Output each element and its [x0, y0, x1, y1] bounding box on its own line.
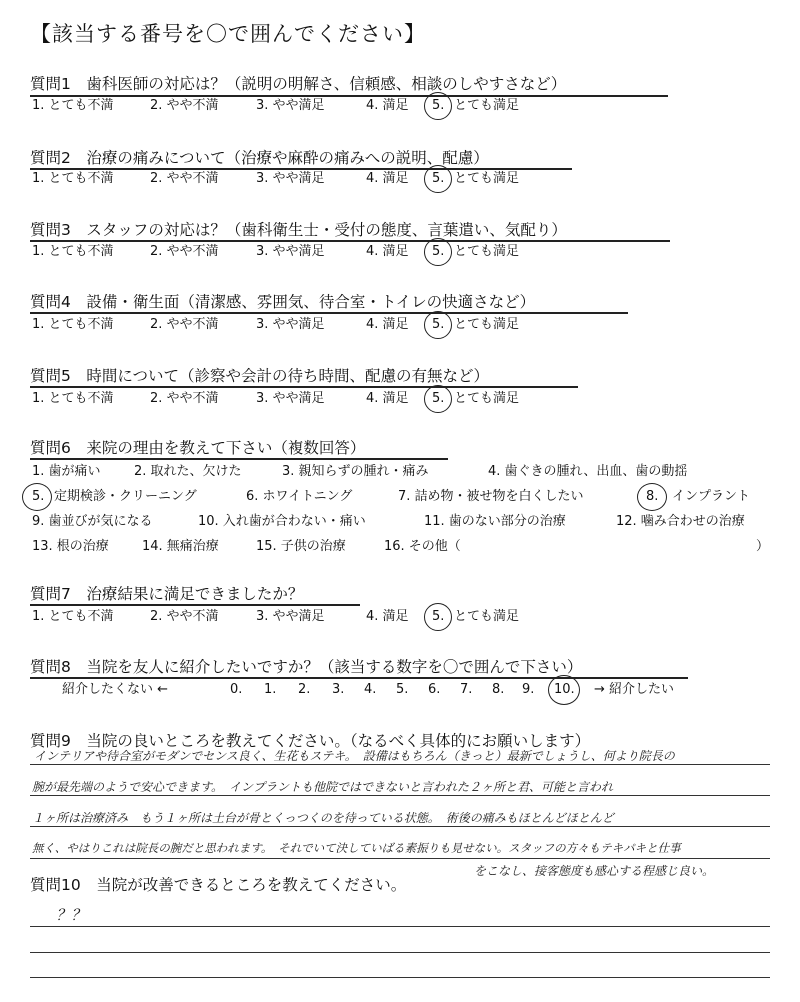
scale-option[interactable]: 2.	[298, 682, 311, 697]
underline	[30, 458, 448, 460]
reason-option[interactable]: 6. ホワイトニング	[246, 489, 353, 504]
reason-other-close: ）	[756, 539, 770, 554]
question-label: 質問6 来院の理由を教えて下さい（複数回答）	[30, 439, 366, 457]
question-label: 質問8 当院を友人に紹介したいですか？（該当する数字を〇で囲んで下さい）	[30, 658, 583, 676]
option-1[interactable]: 1. とても不満	[32, 391, 114, 406]
option-3[interactable]: 3. やや満足	[256, 244, 325, 259]
question-label: 質問4 設備・衛生面（清潔感、雰囲気、待合室・トイレの快適さなど）	[30, 293, 536, 311]
option-4[interactable]: 4. 満足	[366, 391, 409, 406]
option-5-label: とても満足	[454, 317, 520, 332]
option-3[interactable]: 3. やや満足	[256, 391, 325, 406]
page-title: 【該当する番号を〇で囲んでください】	[30, 22, 426, 46]
question-label: 質問2 治療の痛みについて（治療や麻酔の痛みへの説明、配慮）	[30, 149, 489, 167]
reason-option[interactable]: 16. その他（	[384, 539, 461, 554]
scale-option-10[interactable]: 10.	[554, 682, 575, 697]
reason-option-5-label: 定期検診・クリーニング	[54, 489, 197, 504]
option-5[interactable]: 5.	[432, 98, 445, 113]
scale-option[interactable]: 8.	[492, 682, 505, 697]
option-5-label: とても満足	[454, 244, 520, 259]
option-4[interactable]: 4. 満足	[366, 244, 409, 259]
reason-option[interactable]: 10. 入れ歯が合わない・痛い	[198, 514, 366, 529]
option-3[interactable]: 3. やや満足	[256, 609, 325, 624]
reason-option[interactable]: 14. 無痛治療	[142, 539, 219, 554]
underline	[30, 386, 578, 388]
option-2[interactable]: 2. やや不満	[150, 171, 219, 186]
underline	[30, 312, 628, 314]
option-5[interactable]: 5.	[432, 391, 445, 406]
scale-option[interactable]: 5.	[396, 682, 409, 697]
underline	[30, 240, 670, 242]
option-1[interactable]: 1. とても不満	[32, 244, 114, 259]
reason-option[interactable]: 3. 親知らずの腫れ・痛み	[282, 464, 429, 479]
scale-option[interactable]: 3.	[332, 682, 345, 697]
scale-option[interactable]: 9.	[522, 682, 535, 697]
option-5-label: とても満足	[454, 609, 520, 624]
question-label: 質問7 治療結果に満足できましたか？	[30, 585, 304, 603]
option-4[interactable]: 4. 満足	[366, 98, 409, 113]
option-3[interactable]: 3. やや満足	[256, 317, 325, 332]
option-5-label: とても満足	[454, 98, 520, 113]
question-label: 質問3 スタッフの対応は？（歯科衛生士・受付の態度、言葉遣い、気配り）	[30, 221, 567, 239]
reason-option[interactable]: 4. 歯ぐきの腫れ、出血、歯の動揺	[488, 464, 688, 479]
question-label: 質問5 時間について（診察や会計の待ち時間、配慮の有無など）	[30, 367, 490, 385]
option-2[interactable]: 2. やや不満	[150, 98, 219, 113]
scale-option[interactable]: 7.	[460, 682, 473, 697]
option-5-label: とても満足	[454, 391, 520, 406]
reason-option[interactable]: 9. 歯並びが気になる	[32, 514, 153, 529]
underline	[30, 677, 688, 679]
option-4[interactable]: 4. 満足	[366, 171, 409, 186]
option-1[interactable]: 1. とても不満	[32, 609, 114, 624]
scale-left-label: 紹介したくない ←	[62, 682, 169, 697]
answer-line: １ヶ所は治療済み もう１ヶ所は土台が骨とくっつくのを待っている状態。 術後の痛みもほとんどほとんど	[32, 811, 614, 825]
underline	[30, 95, 668, 97]
scale-option[interactable]: 0.	[230, 682, 243, 697]
scale-option[interactable]: 1.	[264, 682, 277, 697]
option-2[interactable]: 2. やや不満	[150, 609, 219, 624]
reason-option[interactable]: 13. 根の治療	[32, 539, 109, 554]
option-2[interactable]: 2. やや不満	[150, 391, 219, 406]
option-5[interactable]: 5.	[432, 317, 445, 332]
scale-option[interactable]: 4.	[364, 682, 377, 697]
option-3[interactable]: 3. やや満足	[256, 98, 325, 113]
option-5[interactable]: 5.	[432, 609, 445, 624]
answer-line: をこなし、接客態度も感心する程感じ良い。	[474, 864, 715, 878]
option-1[interactable]: 1. とても不満	[32, 171, 114, 186]
reason-option-8-label: インプラント	[672, 489, 751, 504]
scale-right-label: → 紹介したい	[594, 682, 675, 697]
reason-option-8[interactable]: 8.	[646, 489, 659, 504]
option-2[interactable]: 2. やや不満	[150, 244, 219, 259]
scale-option[interactable]: 6.	[428, 682, 441, 697]
option-5[interactable]: 5.	[432, 171, 445, 186]
reason-option-5[interactable]: 5.	[32, 489, 45, 504]
answer-line: 腕が最先端のようで安心できます。 インプラントも他院ではできないと言われた２ヶ所と君、可能と言われ	[32, 780, 614, 794]
option-1[interactable]: 1. とても不満	[32, 98, 114, 113]
underline	[30, 604, 360, 606]
question-label: 質問9 当院の良いところを教えてください。（なるべく具体的にお願いします）	[30, 732, 591, 750]
answer-line: インテリアや待合室がモダンでセンス良く、生花もステキ。 設備はもちろん（きっと）最新でしょうし、何より院長の	[34, 749, 675, 763]
answer-line: 無く、やはりこれは院長の腕だと思われます。 それでいて決していばる素振りも見せない。スタッフの方々もテキパキと仕事	[32, 841, 681, 855]
question-label: 質問10 当院が改善できるところを教えてください。	[30, 876, 407, 894]
option-4[interactable]: 4. 満足	[366, 317, 409, 332]
reason-option[interactable]: 1. 歯が痛い	[32, 464, 101, 479]
reason-option[interactable]: 12. 噛み合わせの治療	[616, 514, 745, 529]
option-3[interactable]: 3. やや満足	[256, 171, 325, 186]
option-2[interactable]: 2. やや不満	[150, 317, 219, 332]
reason-option[interactable]: 11. 歯のない部分の治療	[424, 514, 566, 529]
reason-option[interactable]: 2. 取れた、欠けた	[134, 464, 242, 479]
option-5[interactable]: 5.	[432, 244, 445, 259]
question-label: 質問1 歯科医師の対応は？（説明の明解さ、信頼感、相談のしやすさなど）	[30, 75, 567, 93]
option-1[interactable]: 1. とても不満	[32, 317, 114, 332]
reason-option[interactable]: 15. 子供の治療	[256, 539, 346, 554]
option-4[interactable]: 4. 満足	[366, 609, 409, 624]
answer-line: ？？	[56, 906, 87, 924]
option-5-label: とても満足	[454, 171, 520, 186]
reason-option[interactable]: 7. 詰め物・被せ物を白くしたい	[398, 489, 584, 504]
